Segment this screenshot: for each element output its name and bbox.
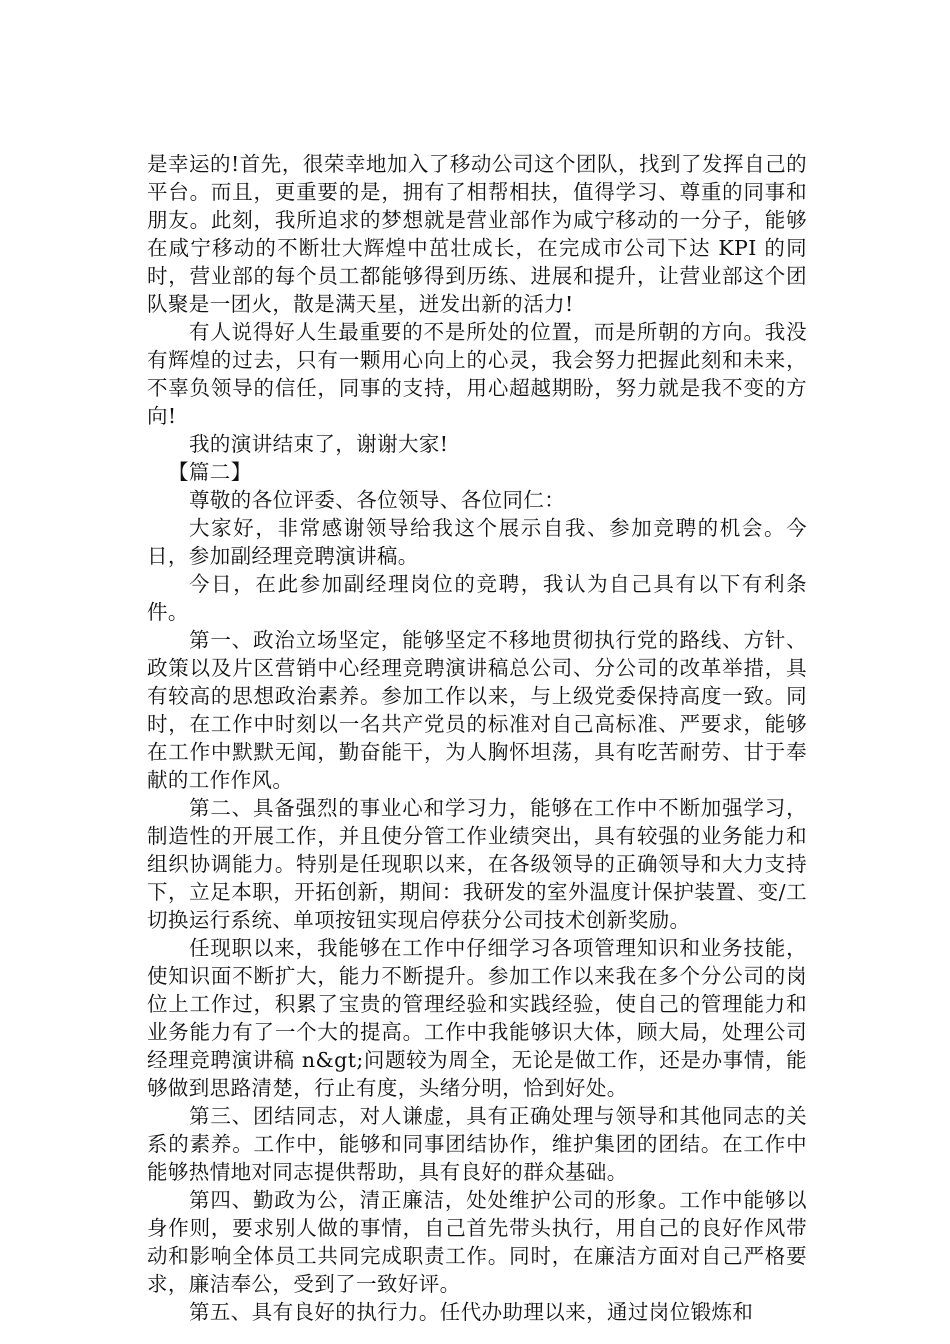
- paragraph-point-1: 第一、政治立场坚定，能够坚定不移地贯彻执行党的路线、方针、政策以及片区营销中心经理竞聘演讲稿总公司、分公司的改革举措，具有较高的思想政治素养。参加工作以来，与上级党委保持高度一致。同时，在工作中时刻以一名共产党员的标准对自己高标准、严要求，能够在工作中默默无闻，勤奋能干，为人胸怀坦荡，具有吃苦耐劳、甘于奉献的工作作风。: [147, 628, 807, 792]
- paragraph-greeting: 大家好，非常感谢领导给我这个展示自我、参加竞聘的机会。今日，参加副经理竞聘演讲稿。: [147, 516, 807, 568]
- paragraph-point-4: 第四、勤政为公，清正廉洁，处处维护公司的形象。工作中能够以身作则，要求别人做的事情，自己首先带头执行，用自己的良好作风带动和影响全体员工共同完成职责工作。同时，在廉洁方面对自己严格要求，廉洁奉公，受到了一致好评。: [147, 1188, 807, 1296]
- paragraph-experience: 任现职以来，我能够在工作中仔细学习各项管理知识和业务技能，使知识面不断扩大，能力不断提升。参加工作以来我在多个分公司的岗位上工作过，积累了宝贵的管理经验和实践经验，使自己的管理能力和业务能力有了一个大的提高。工作中我能够识大体，顾大局，处理公司经理竞聘演讲稿 n&gt;问题较为周全，无论是做工作，还是办事情，能够做到思路清楚，行止有度，头绪分明，恰到好处。: [147, 936, 807, 1100]
- section-heading: 【篇二】: [168, 460, 252, 484]
- paragraph-closing: 我的演讲结束了，谢谢大家!: [189, 432, 449, 456]
- paragraph-point-3: 第三、团结同志，对人谦虚，具有正确处理与领导和其他同志的关系的素养。工作中，能够和同事团结协作，维护集团的团结。在工作中能够热情地对同志提供帮助，具有良好的群众基础。: [147, 1104, 807, 1184]
- paragraph-salutation: 尊敬的各位评委、各位领导、各位同仁：: [189, 488, 566, 512]
- paragraph-continuation: 是幸运的!首先，很荣幸地加入了移动公司这个团队，找到了发挥自己的平台。而且，更重要的是，拥有了相帮相扶，值得学习、尊重的同事和朋友。此刻，我所追求的梦想就是营业部作为咸宁移动的一分子，能够在咸宁移动的不断壮大辉煌中茁壮成长，在完成市公司下达 KPI 的同时，营业部的每个员工都能够得到历练、进展和提升，让营业部这个团队聚是一团火，散是满天星，迸发出新的活力!: [147, 152, 807, 316]
- paragraph-point-2: 第二、具备强烈的事业心和学习力，能够在工作中不断加强学习，制造性的开展工作，并且使分管工作业绩突出，具有较强的业务能力和组织协调能力。特别是任现职以来，在各级领导的正确领导和大力支持下，立足本职，开拓创新，期间：我研发的室外温度计保护装置、变/工切换运行系统、单项按钮实现启停获分公司技术创新奖励。: [147, 796, 807, 932]
- document-body: [147, 150, 807, 1326]
- paragraph-direction: 有人说得好人生最重要的不是所处的位置，而是所朝的方向。我没有辉煌的过去，只有一颗用心向上的心灵，我会努力把握此刻和未来，不辜负领导的信任，同事的支持，用心超越期盼，努力就是我不变的方向!: [147, 320, 807, 428]
- paragraph-intro: 今日，在此参加副经理岗位的竞聘，我认为自己具有以下有利条件。: [147, 572, 807, 624]
- paragraph-point-5: 第五、具有良好的执行力。任代办助理以来，通过岗位锻炼和: [189, 1300, 754, 1324]
